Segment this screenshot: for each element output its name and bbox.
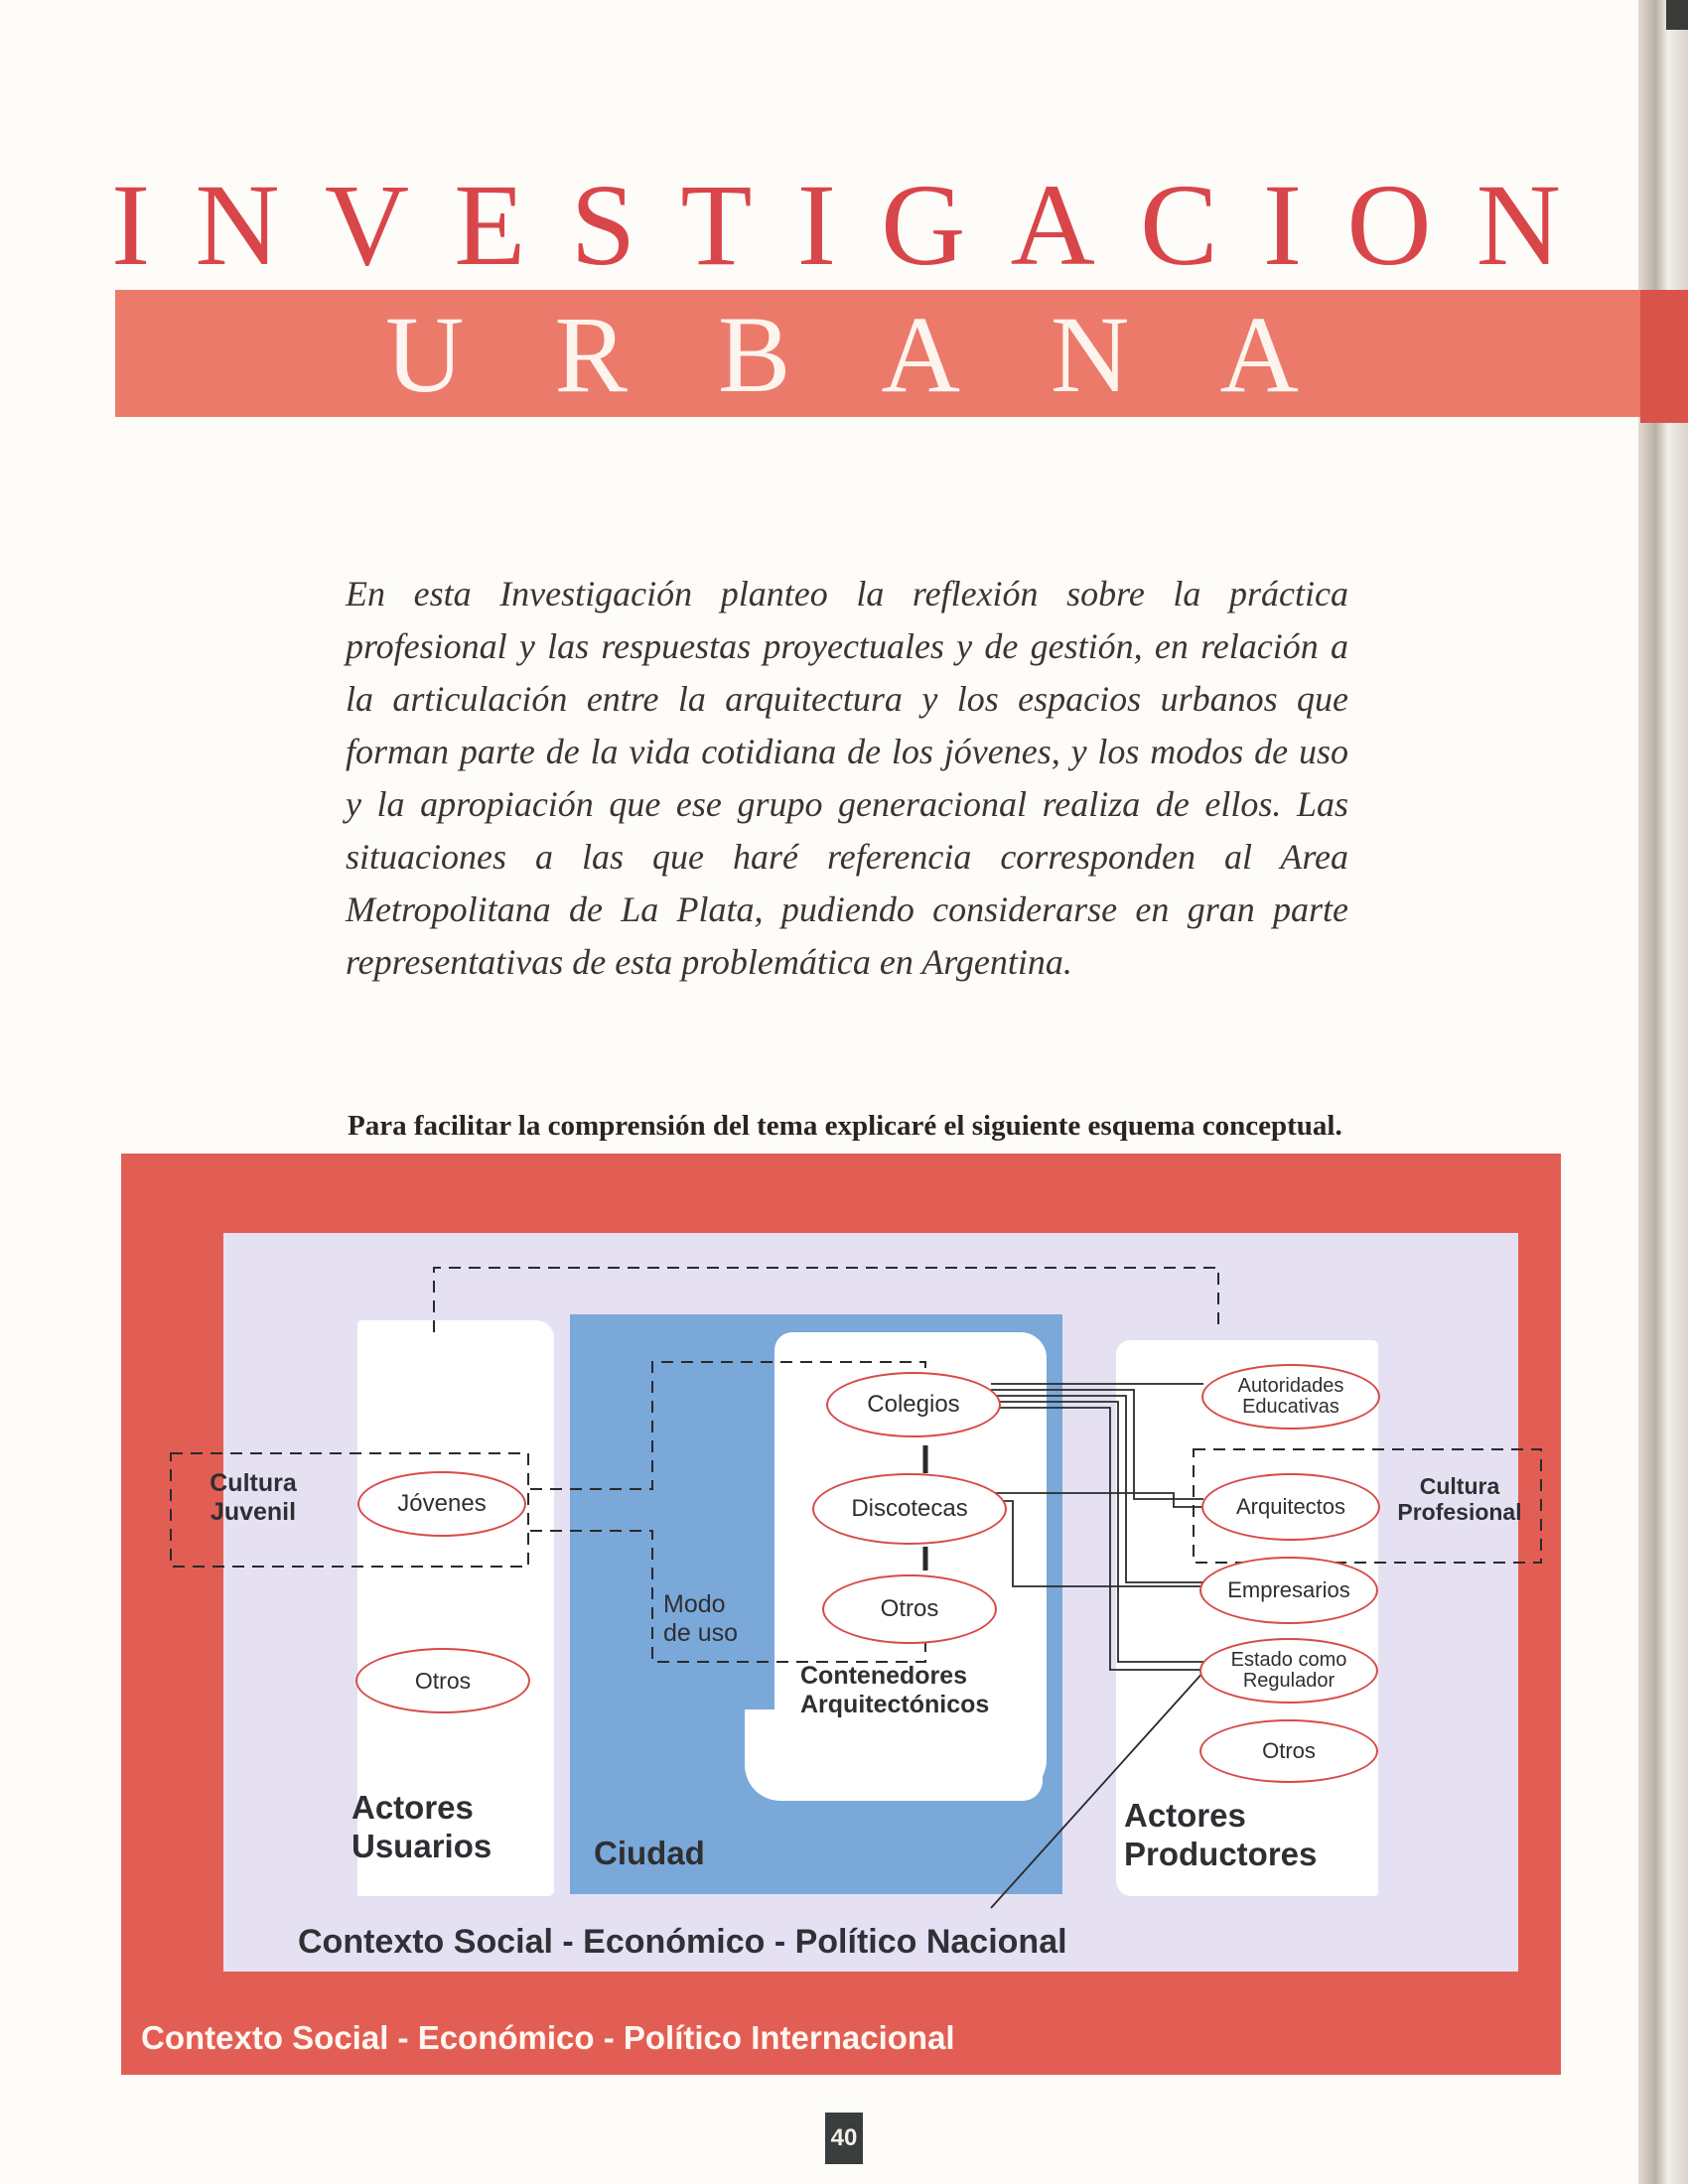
dashed-link-top — [434, 1268, 1218, 1332]
ciudad-label: Ciudad — [594, 1835, 705, 1871]
actores-usuarios-label: Actores Usuarios — [352, 1789, 492, 1864]
cultura-juvenil-label: Cultura Juvenil — [210, 1469, 297, 1526]
title-investigacion: I N V E S T I G A C I O N — [111, 160, 1561, 290]
contenedores-label: Contenedores Arquitectónicos — [800, 1662, 990, 1718]
node-discotecas: Discotecas — [812, 1473, 1007, 1545]
modo-de-uso-label: Modo de uso — [663, 1590, 739, 1647]
node-otros-contenedores: Otros — [822, 1574, 997, 1644]
node-jovenes: Jóvenes — [357, 1471, 526, 1537]
wire-discotecas-empresarios — [991, 1501, 1203, 1586]
node-colegios: Colegios — [826, 1372, 1001, 1437]
national-context-label: Contexto Social - Económico - Político Nacional — [298, 1923, 1067, 1961]
title-urbana: U R B A N A — [385, 294, 1299, 415]
diagram-caption: Para facilitar la comprensión del tema explicaré el siguiente esquema conceptual. — [348, 1110, 1342, 1142]
actores-productores-label: Actores Productores — [1124, 1797, 1318, 1872]
spine-corner — [1666, 0, 1688, 30]
node-estado-regulador: Estado como Regulador — [1199, 1638, 1378, 1704]
node-otros-usuarios: Otros — [355, 1648, 530, 1713]
cultura-profesional-label: Cultura Profesional — [1397, 1473, 1522, 1526]
conceptual-diagram — [121, 1154, 1561, 2075]
international-context-label: Contexto Social - Económico - Político Internacional — [141, 2019, 955, 2056]
intro-paragraph: En esta Investigación planteo la reflexión sobre la práctica profesional y las respuestas proyectuales y de gestión, en relación a la articulación entre la arquitectura y los espacios urbanos que forman parte de la vida cotidiana de los jóvenes, y los modos de uso y la apropiación que ese grupo generacional realiza de ellos. Las situaciones a las que haré referencia corresponden al Area Metropolitana de La Plata, pudiendo considerarse en gran parte representativas de esta problemática en Argentina. — [346, 574, 1348, 982]
node-empresarios: Empresarios — [1199, 1557, 1378, 1624]
node-arquitectos: Arquitectos — [1201, 1473, 1380, 1541]
node-otros-productores: Otros — [1199, 1719, 1378, 1783]
spine-band — [1640, 290, 1688, 423]
page-number: 40 — [825, 2113, 863, 2164]
wire-discotecas-arquitectos — [991, 1493, 1203, 1507]
node-autoridades-educativas: Autoridades Educativas — [1201, 1364, 1380, 1430]
